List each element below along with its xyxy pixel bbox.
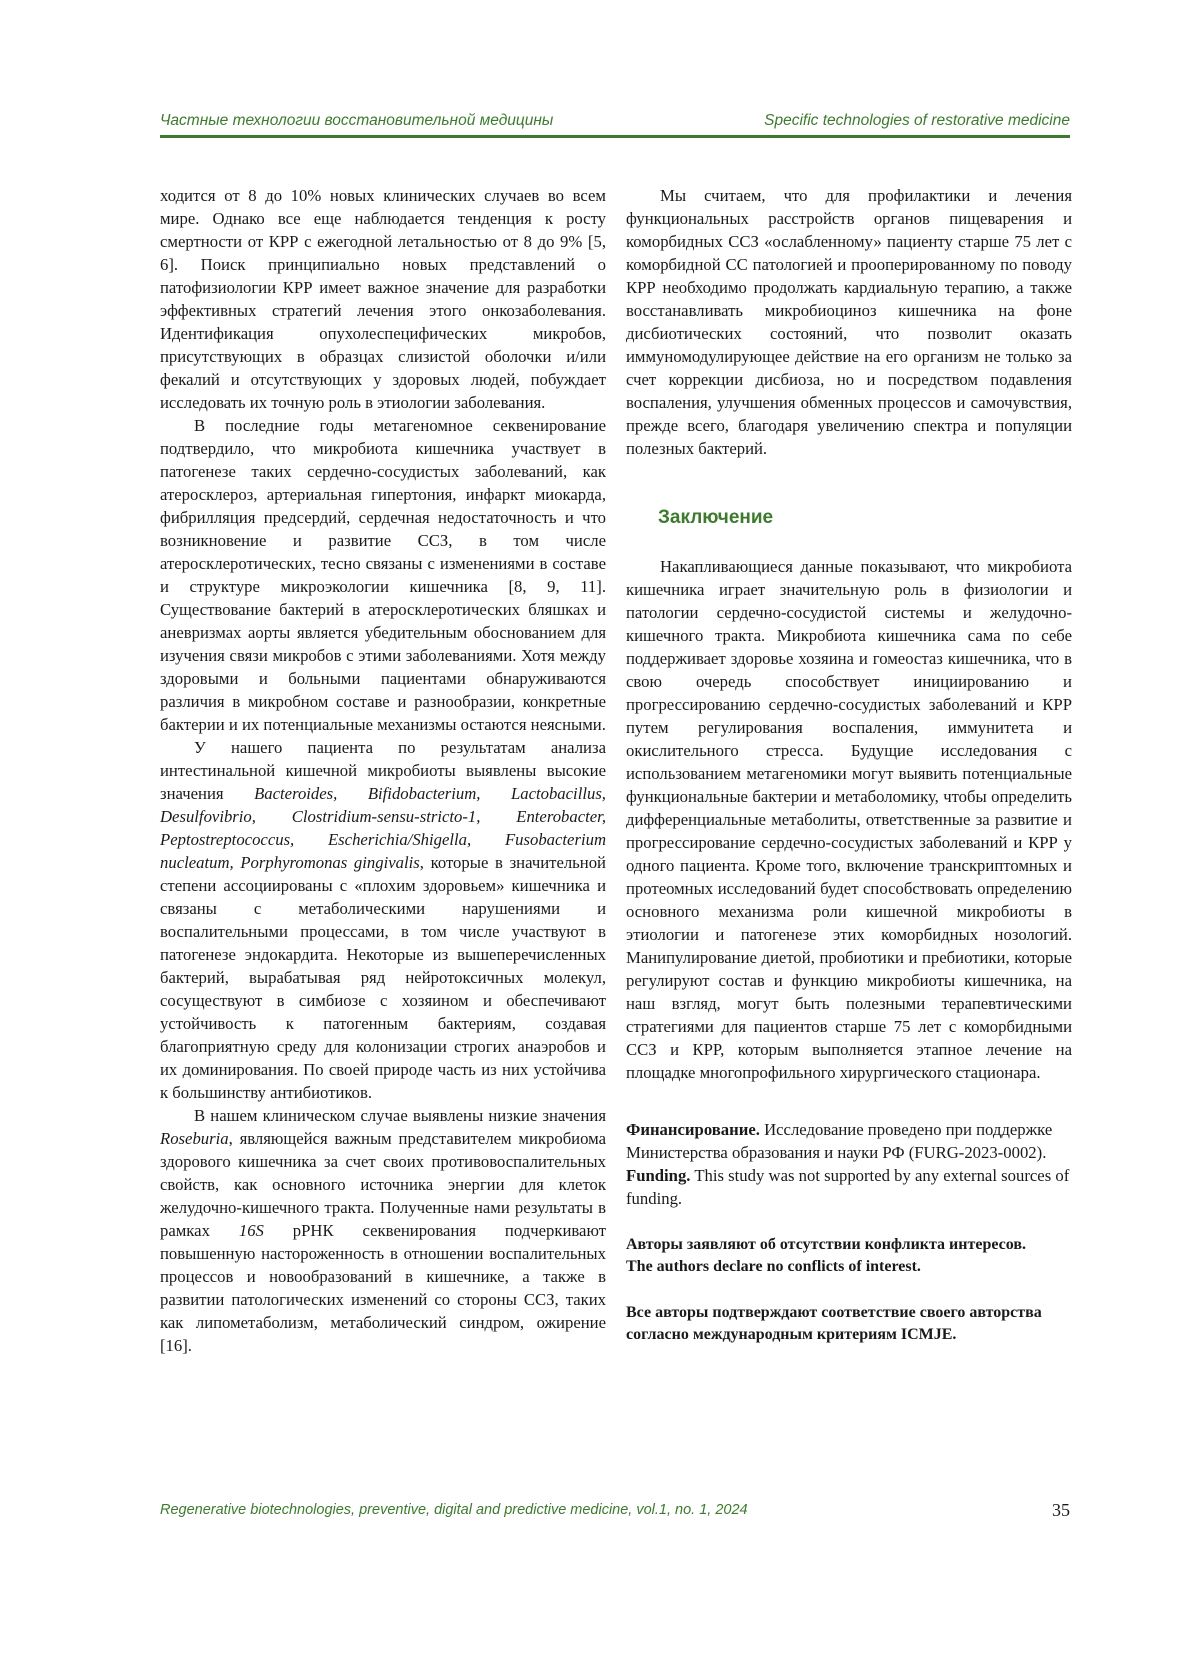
paragraph-3: [160, 736, 606, 1104]
funding-ru-label: Финансирование.: [626, 1120, 760, 1139]
funding-ru-text: Исследование проведено при поддержке Министерства образования и науки РФ (FURG-2023-0002).: [626, 1120, 1053, 1162]
p4-end: рРНК секвенирования подчеркивают повышенную настороженность в отношении воспалительных процессов и новообразований в кишечнике, а также в развитии патологических изменений со стороны ССЗ, таких как липометаболизм, метаболический синдром, ожирение [16].: [160, 1221, 606, 1355]
conflict-ru: Авторы заявляют об отсутствии конфликта интересов.: [626, 1236, 1026, 1253]
page-footer: [160, 1500, 1070, 1524]
p3-end: , которые в значительной степени ассоциированы с «плохим здоровьем» кишечника и связаны с метаболическими нарушениями и воспалительными процессами, в том числе участвуют в патогенезе эндокардита. Некоторые из вышеперечисленных бактерий, вырабатывая ряд нейротоксичных молекул, сосуществуют в симбиозе с хозяином и обеспечивают устойчивость к патогенным бактериям, создавая благоприятную среду для колонизации строгих анаэробов и их доминирования. По своей природе часть из них устойчива к большинству антибиотиков.: [160, 853, 606, 1102]
paragraph-1: ходится от 8 до 10% новых клинических случаев во всем мире. Однако все еще наблюдается тенденция к росту смертности от КРР с ежегодной летальностью от 8 до 9% [5, 6]. Поиск принципиально новых представлений о патофизиологии КРР имеет важное значение для разработки эффективных стратегий лечения этого онкозаболевания. Идентификация опухолеспецифических микробов, присутствующих в образцах слизистой оболочки и/или фекалий и отсутствующих у здоровых людей, побуждает исследовать их точную роль в этиологии заболевания.: [160, 186, 606, 412]
paragraph-4: [160, 1104, 606, 1357]
journal-citation: Regenerative biotechnologies, preventive, digital and predictive medicine, vol.1, no. 1, 2024: [160, 1502, 748, 1518]
p4-start: В нашем клиническом случае выявлены низкие значения: [194, 1106, 606, 1125]
running-head-right: Specific technologies of restorative medicine: [764, 112, 1070, 129]
paragraph-conclusion: Накапливающиеся данные показывают, что микробиота кишечника играет значительную роль в физиологии и патологии сердечно-сосудистой системы и желудочно-кишечного тракта. Микробиота кишечника сама по себе поддерживает здоровье хозяина и гомеостаз кишечника, что в свою очередь способствует инициированию и прогрессированию сердечно-сосудистых заболеваний и КРР путем регулирования воспаления, иммунитета и окислительного стресса. Будущие исследования с использованием метагеномики могут выявить потенциальные функциональные бактерии и метаболомику, чтобы определить дифференциальные метаболиты, ответственные за развитие и прогрессирование сердечно-сосудистых заболеваний и КРР у одного пациента. Кроме того, включение транскриптомных и протеомных исследований будет способствовать определению основного механизма роли кишечной микробиоты в этиологии и патогенезе этих коморбидных нозологий. Манипулирование диетой, пробиотики и пребиотики, которые регулируют состав и функцию микробиоты кишечника, на наш взгляд, могут быть полезными терапевтическими стратегиями для пациентов старше 75 лет с коморбидными ССЗ и КРР, которым выполняется этапное лечение на площадке многопрофильного хирургического стационара.: [626, 557, 1072, 1082]
conflict-en: The authors declare no conflicts of interest.: [626, 1258, 921, 1275]
funding-block: [626, 1118, 1072, 1210]
running-head-left: Частные технологии восстановительной медицины: [160, 112, 554, 129]
funding-en-text: This study was not supported by any external sources of funding.: [626, 1166, 1070, 1208]
funding-ru: [626, 1118, 1072, 1164]
left-column: [160, 184, 606, 1357]
header-divider: [160, 135, 1070, 138]
p4-gene: 16S: [238, 1221, 264, 1240]
paragraph-5: Мы считаем, что для профилактики и лечения функциональных расстройств органов пищеварения и коморбидных ССЗ «ослабленному» пациенту старше 75 лет с коморбидной СС патологией и прооперированному по поводу КРР необходимо продолжать кардиальную терапию, а также восстанавливать микробиоциноз кишечника на фоне дисбиотических состояний, что позволит оказать иммуномодулирующее действие на его организм не только за счет коррекции дисбиоза, но и посредством подавления воспаления, улучшения обменных процессов и самочувствия, прежде всего, благодаря увеличению спектра и популяции полезных бактерий.: [626, 186, 1072, 458]
page-number: 35: [1052, 1500, 1070, 1520]
right-column: [626, 184, 1072, 1346]
p4-taxon: Roseburia: [160, 1129, 229, 1148]
p3-start: У нашего пациента по результатам анализа интестинальной кишечной микробиоты выявлены высокие значения: [160, 738, 606, 803]
p4-mid: , являющейся важным представителем микробиома здорового кишечника за счет своих противовоспалительных свойств, как основного источника энергии для клеток желудочно-кишечного тракта. Полученные нами результаты в рамках: [160, 1129, 606, 1240]
funding-en-label: Funding.: [626, 1166, 691, 1185]
conflict-statement: [626, 1234, 1072, 1278]
authorship-statement: [626, 1302, 1072, 1346]
section-title-conclusion: Заключение: [658, 507, 774, 528]
funding-en: [626, 1164, 1072, 1210]
paragraph-2: В последние годы метагеномное секвенирование подтвердило, что микробиота кишечника участвует в патогенезе таких сердечно-сосудистых заболеваний, как атеросклероз, артериальная гипертония, инфаркт миокарда, фибрилляция предсердий, сердечная недостаточность и что возникновение и развитие ССЗ, в том числе атеросклеротических, тесно связаны с изменениями в составе и структуре микроэкологии кишечника [8, 9, 11]. Существование бактерий в атеросклеротических бляшках и аневризмах аорты является убедительным обоснованием для изучения связи микробов с этими заболеваниями. Хотя между здоровыми и больными пациентами обнаруживаются различия в микробном составе и разнообразии, конкретные бактерии и их потенциальные механизмы остаются неясными.: [160, 416, 606, 734]
p3-taxa: Bacteroides, Bifidobacterium, Lactobacillus, Desulfovibrio, Clostridium-sensu-stricto-1, Enterobacter, Peptostreptococcus, Escherichia/Shigella, Fusobacterium nucleatum, Porphyromonas gingivalis: [160, 784, 606, 872]
authorship-text: Все авторы подтверждают соответствие своего авторства согласно международным критериям ICMJE.: [626, 1304, 1042, 1343]
